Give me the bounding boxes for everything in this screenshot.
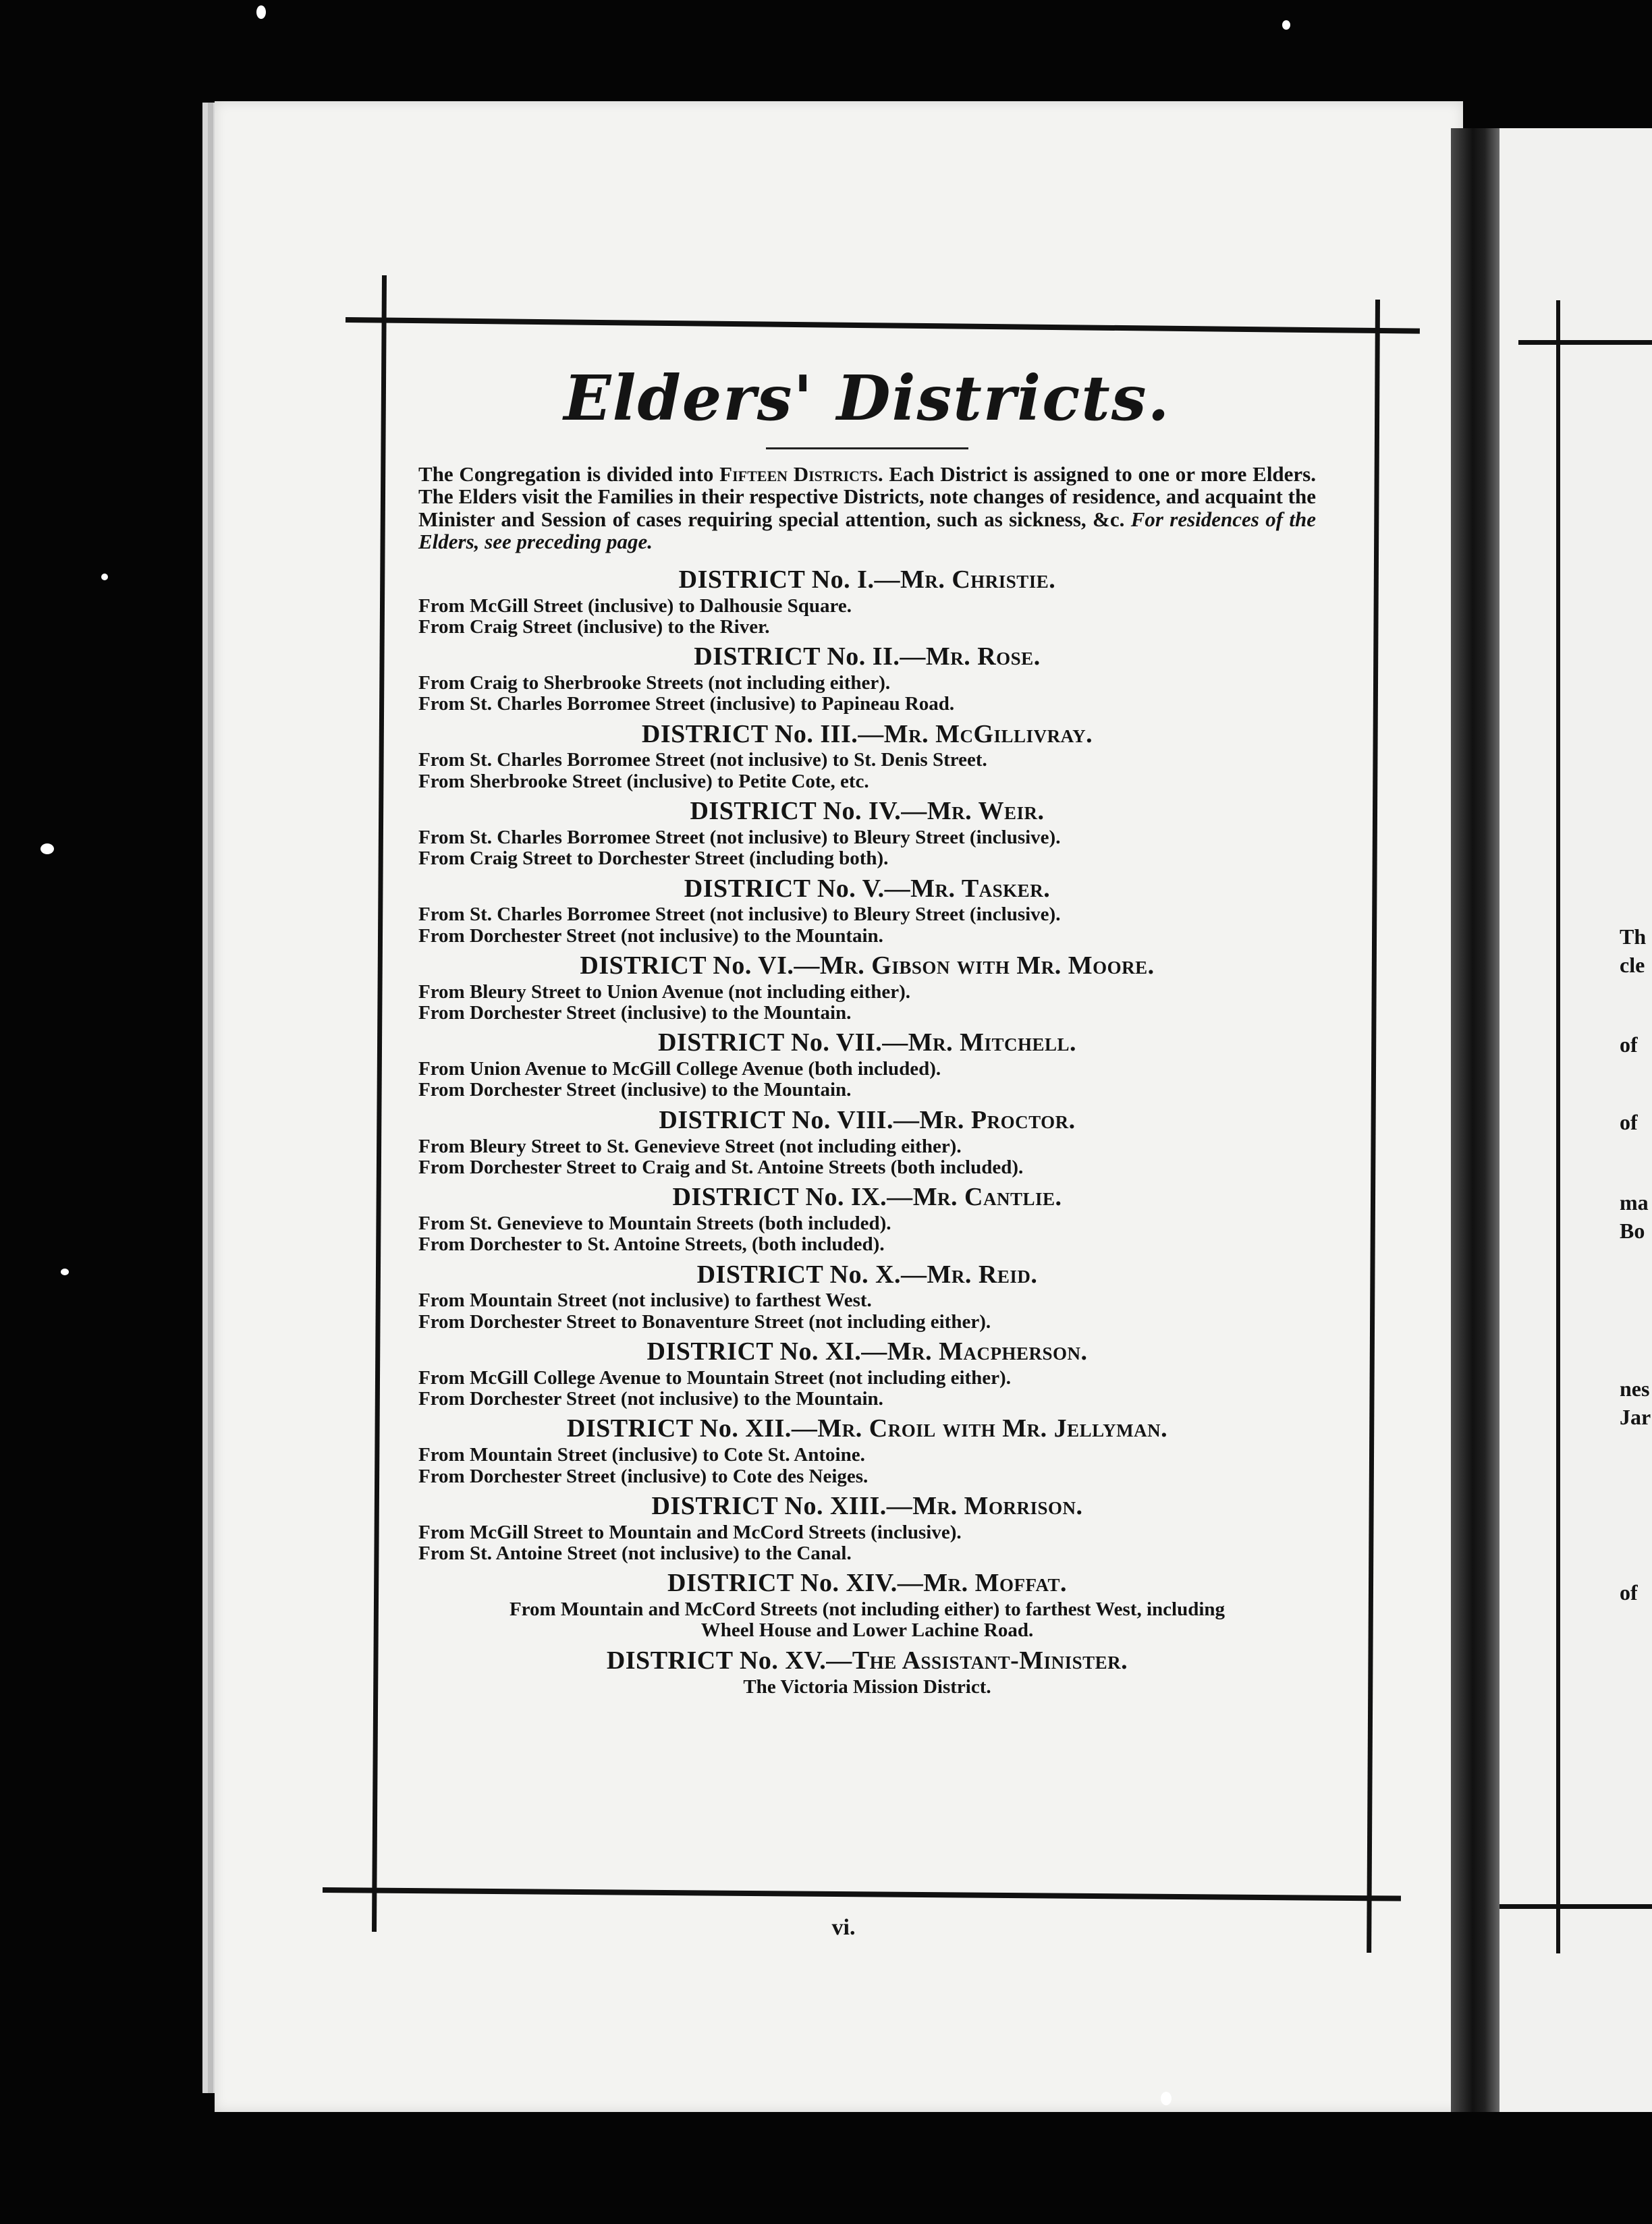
intro-smallcaps: Fifteen Districts (719, 462, 878, 486)
intro-text: The Congregation is divided into (418, 462, 720, 486)
district-label: DISTRICT No. XV.— (606, 1646, 852, 1675)
district-boundary-line: From Dorchester Street (inclusive) to the Mountain. (418, 1002, 852, 1024)
district-boundary-line: From Dorchester Street to Bonaventure Street (not including either). (418, 1310, 991, 1333)
district-label: DISTRICT No. V.— (684, 874, 911, 903)
district-boundaries (418, 673, 1316, 715)
dust-speck (1161, 2092, 1172, 2105)
district-heading (418, 798, 1316, 826)
district-elder: Mr. Christie. (900, 565, 1056, 594)
dust-speck (256, 5, 266, 19)
right-page-fragment: of (1620, 1032, 1638, 1057)
district-heading (418, 643, 1316, 671)
district-boundaries (418, 1522, 1316, 1565)
district-boundary-line: From McGill Street to Mountain and McCord Streets (inclusive). (418, 1521, 962, 1543)
district-boundary-line: From St. Genevieve to Mountain Streets (both included). (418, 1212, 891, 1234)
district-label: DISTRICT No. III.— (641, 719, 884, 748)
district-block (418, 1415, 1316, 1486)
district-label: DISTRICT No. XIV.— (667, 1569, 924, 1598)
district-label: DISTRICT No. VI.— (580, 951, 820, 980)
district-boundaries (418, 904, 1316, 947)
district-boundary-line: From Dorchester Street to Craig and St. Antoine Streets (both included). (418, 1156, 1024, 1178)
district-heading (418, 566, 1316, 594)
district-boundary-line: From Craig Street to Dorchester Street (including both). (418, 847, 889, 870)
dust-speck (40, 843, 54, 854)
district-heading (418, 1569, 1316, 1598)
district-boundaries (418, 982, 1316, 1024)
district-heading (418, 1647, 1316, 1675)
right-page-fragment: cle (1620, 953, 1645, 977)
dust-speck (101, 574, 108, 580)
district-heading (418, 1107, 1316, 1135)
district-heading (418, 1261, 1316, 1289)
district-block (418, 1647, 1316, 1698)
district-block (418, 643, 1316, 715)
district-label: DISTRICT No. XII.— (566, 1414, 818, 1443)
intro-italic-note: For residences of the Elders, see preceding page. (418, 507, 1316, 553)
district-elder: Mr. Macpherson. (887, 1337, 1088, 1366)
district-elder: Mr. Proctor. (919, 1105, 1076, 1134)
district-boundary-line: From St. Antoine Street (not inclusive) to the Canal. (418, 1542, 852, 1564)
district-boundary-line: From Mountain Street (not inclusive) to farthest West. (418, 1289, 872, 1312)
district-heading (418, 952, 1316, 980)
book-gutter (1451, 128, 1499, 2112)
dust-speck (61, 1269, 69, 1275)
district-elder: Mr. Croil with Mr. Jellyman. (817, 1414, 1168, 1443)
district-block (418, 1493, 1316, 1564)
district-heading (418, 721, 1316, 749)
district-elder: Mr. Reid. (927, 1260, 1038, 1289)
district-boundary-line: From Dorchester to St. Antoine Streets, (both included). (418, 1233, 885, 1256)
dust-speck (1282, 20, 1290, 30)
district-label: DISTRICT No. VIII.— (659, 1105, 920, 1134)
district-boundary-line: From Dorchester Street (inclusive) to Cote des Neiges. (418, 1465, 869, 1487)
district-label: DISTRICT No. I.— (678, 565, 900, 594)
district-label: DISTRICT No. XI.— (646, 1337, 887, 1366)
intro-text-continued: . Each District is assigned to one or more Elders. The Elders visit the Families in their respective Districts, note changes of residence, and acquaint the Minister and Session of cases requiring special attention, such as sickness, &c. (418, 462, 1317, 531)
district-block (418, 798, 1316, 869)
right-page-fragment: Bo (1620, 1219, 1645, 1243)
district-boundary-line: From Bleury Street to Union Avenue (not including either). (418, 980, 910, 1003)
district-label: DISTRICT No. VII.— (657, 1028, 908, 1057)
page-stack-edge (208, 103, 213, 2093)
district-label: DISTRICT No. X.— (696, 1260, 927, 1289)
district-label: DISTRICT No. IX.— (672, 1183, 913, 1212)
district-block (418, 875, 1316, 947)
district-boundaries (418, 1368, 1316, 1410)
district-boundary-line: From McGill College Avenue to Mountain Street (not including either). (418, 1366, 1011, 1389)
district-boundary-line: The Victoria Mission District. (743, 1675, 991, 1698)
right-page-fragment: ma (1620, 1190, 1649, 1215)
district-list (418, 566, 1316, 1698)
right-frame-rule-left (1556, 300, 1560, 1953)
district-boundary-line: From McGill Street (inclusive) to Dalhousie Square. (418, 594, 852, 617)
district-boundary-line: From Dorchester Street (inclusive) to the Mountain. (418, 1079, 852, 1101)
district-elder: Mr. Mitchell. (908, 1028, 1077, 1057)
district-boundary-line: From St. Charles Borromee Street (not inclusive) to Bleury Street (inclusive). (418, 826, 1061, 848)
district-block (418, 1338, 1316, 1410)
district-boundary-line: From St. Charles Borromee Street (not inclusive) to St. Denis Street. (418, 749, 987, 771)
district-boundary-line: From Craig Street (inclusive) to the River. (418, 615, 770, 638)
intro-paragraph (418, 463, 1316, 553)
district-label: DISTRICT No. II.— (694, 642, 926, 671)
district-heading (418, 875, 1316, 904)
right-page-fragment: of (1620, 1110, 1638, 1134)
district-heading (418, 1493, 1316, 1521)
page-number: vi. (831, 1915, 856, 1940)
district-block (418, 1107, 1316, 1178)
title-rule (766, 447, 968, 449)
right-page-fragment: Jar (1620, 1405, 1651, 1429)
district-boundary-line: From Union Avenue to McGill College Avenue (both included). (418, 1058, 941, 1080)
district-boundaries (418, 750, 1316, 792)
district-heading (418, 1415, 1316, 1443)
right-page-fragment: of (1620, 1580, 1638, 1605)
district-boundary-line: From Sherbrooke Street (inclusive) to Petite Cote, etc. (418, 770, 869, 792)
district-elder: Mr. Weir. (927, 797, 1045, 826)
district-elder: The Assistant-Minister. (852, 1646, 1128, 1675)
page-content (418, 364, 1316, 1702)
district-elder: Mr. Moffat. (923, 1569, 1067, 1598)
district-heading (418, 1338, 1316, 1366)
district-block (418, 566, 1316, 638)
district-label: DISTRICT No. IV.— (690, 797, 927, 826)
district-boundary-line: From Mountain Street (inclusive) to Cote St. Antoine. (418, 1444, 865, 1466)
district-elder: Mr. Cantlie. (912, 1183, 1062, 1212)
district-block (418, 721, 1316, 792)
district-elder: Mr. Morrison. (912, 1491, 1083, 1520)
district-block (418, 1029, 1316, 1101)
district-elder: Mr. Rose. (925, 642, 1041, 671)
district-boundary-line: From Craig to Sherbrooke Streets (not including either). (418, 672, 891, 694)
district-boundaries (418, 1445, 1316, 1487)
district-heading (418, 1029, 1316, 1057)
district-boundary-line: From Dorchester Street (not inclusive) to the Mountain. (418, 1388, 883, 1410)
district-boundary-line: From St. Charles Borromee Street (not inclusive) to Bleury Street (inclusive). (418, 904, 1061, 926)
district-block (418, 952, 1316, 1024)
district-elder: Mr. McGillivray. (883, 719, 1093, 748)
district-block (418, 1184, 1316, 1255)
right-page-fragment: Th (1620, 924, 1647, 949)
district-boundaries (418, 1213, 1316, 1256)
district-block (418, 1261, 1316, 1333)
district-boundaries (418, 1599, 1316, 1642)
right-page-fragment: nes (1620, 1377, 1650, 1401)
district-heading (418, 1184, 1316, 1212)
district-boundaries (418, 1136, 1316, 1179)
district-boundaries (418, 1677, 1316, 1698)
district-boundaries (418, 1290, 1316, 1333)
right-page-text-fragments (1620, 0, 1652, 2224)
district-boundaries (418, 827, 1316, 870)
district-boundary-line: From Mountain and McCord Streets (not including either) to farthest West, including (509, 1598, 1226, 1621)
district-boundary-line: From St. Charles Borromee Street (inclusive) to Papineau Road. (418, 693, 955, 715)
district-boundaries (418, 596, 1316, 638)
district-boundary-line: From Bleury Street to St. Genevieve Street (not including either). (418, 1135, 962, 1157)
district-elder: Mr. Tasker. (910, 874, 1051, 903)
district-boundary-line: Wheel House and Lower Lachine Road. (700, 1619, 1034, 1642)
district-boundaries (418, 1059, 1316, 1101)
district-elder: Mr. Gibson with Mr. Moore. (819, 951, 1155, 980)
district-block (418, 1569, 1316, 1641)
district-label: DISTRICT No. XIII.— (651, 1491, 913, 1520)
page-title: Elders' Districts. (563, 362, 1171, 435)
district-boundary-line: From Dorchester Street (not inclusive) to the Mountain. (418, 924, 883, 947)
